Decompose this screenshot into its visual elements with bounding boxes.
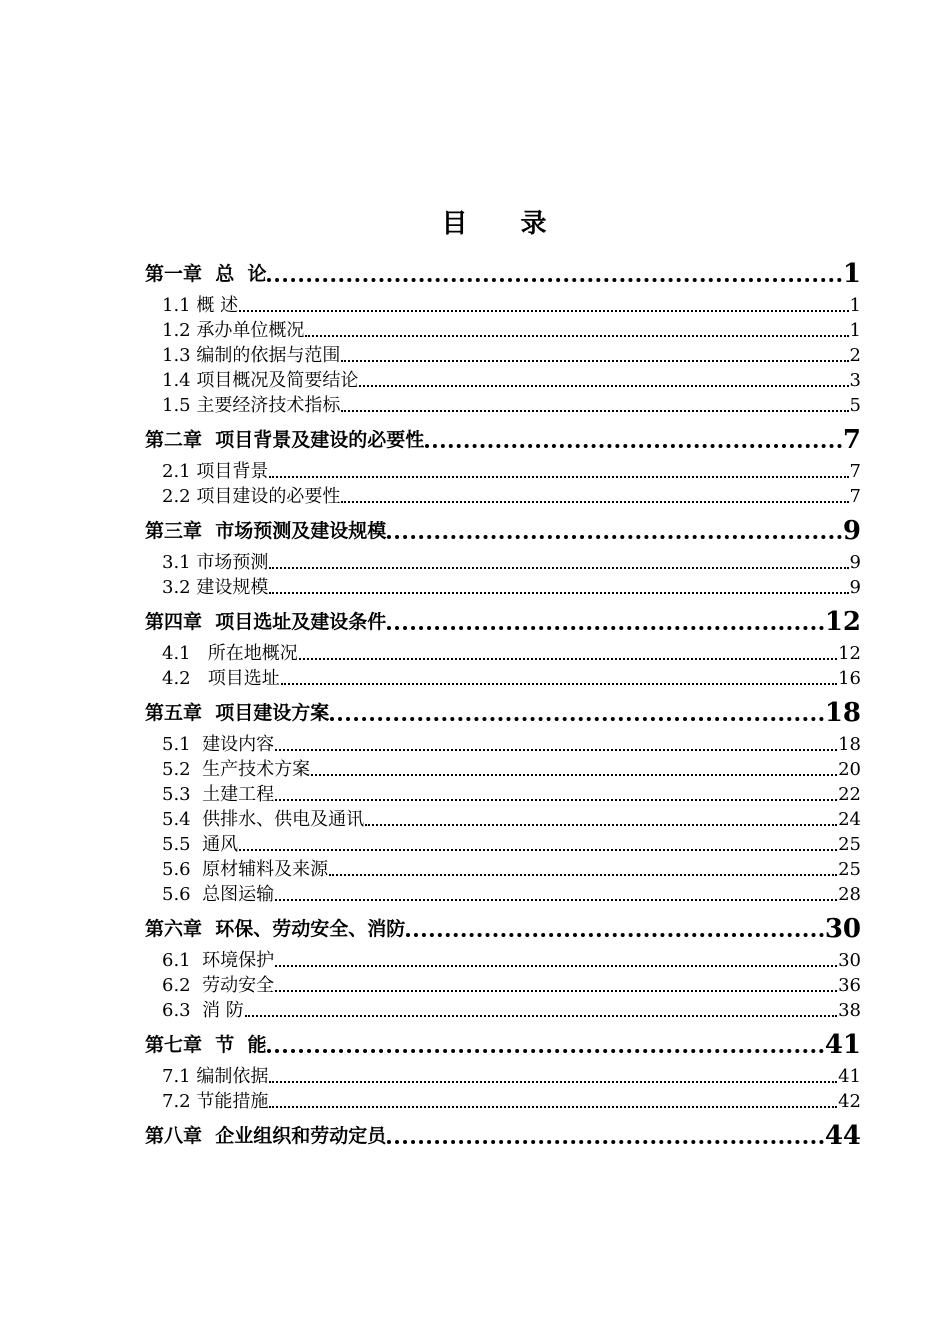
section-page-number: 9: [849, 577, 861, 598]
section-label: 5.1 建设内容: [162, 734, 275, 755]
section-page-number: 9: [849, 552, 861, 573]
dot-leader: [365, 824, 837, 826]
section-page-number: 1: [849, 320, 861, 341]
dot-leader: [269, 1081, 837, 1083]
dot-leader: [269, 567, 848, 569]
dot-leader: [387, 1140, 824, 1144]
section-label: 2.2 项目建设的必要性: [162, 486, 341, 507]
dot-leader: [341, 501, 848, 503]
section-label: 5.4 供排水、供电及通讯: [162, 809, 365, 830]
toc-section-entry[interactable]: [145, 575, 861, 600]
chapter-page-number: 9: [842, 516, 861, 546]
section-label: 5.5 通风: [162, 834, 239, 855]
section-label: 7.2 节能措施: [162, 1091, 269, 1112]
dot-leader: [275, 799, 837, 801]
toc-chapter-entry[interactable]: [145, 697, 861, 729]
toc-section-entry[interactable]: [145, 293, 861, 318]
section-page-number: 3: [849, 370, 861, 391]
dot-leader: [359, 385, 848, 387]
toc-section-entry[interactable]: [145, 757, 861, 782]
chapter-page-number: 30: [824, 914, 861, 944]
toc-section-entry[interactable]: [145, 484, 861, 509]
dot-leader: [275, 990, 837, 992]
dot-leader: [245, 1015, 837, 1017]
dot-leader: [406, 933, 824, 937]
section-page-number: 2: [849, 345, 861, 366]
dot-leader: [387, 626, 824, 630]
chapter-page-number: 18: [824, 698, 861, 728]
toc-chapter-entry[interactable]: [145, 1029, 861, 1061]
toc-section-entry[interactable]: [145, 368, 861, 393]
section-label: 3.2 建设规模: [162, 577, 269, 598]
toc-section-entry[interactable]: [145, 998, 861, 1023]
section-label: 1.5 主要经济技术指标: [162, 395, 341, 416]
dot-leader: [425, 444, 842, 448]
toc-section-entry[interactable]: [145, 807, 861, 832]
toc-section-entry[interactable]: [145, 550, 861, 575]
section-label: 6.2 劳动安全: [162, 975, 275, 996]
chapter-label: 第一章 总 论: [145, 263, 267, 285]
section-page-number: 28: [838, 884, 861, 905]
chapter-label: 第五章 项目建设方案: [145, 702, 330, 724]
section-label: 5.2 生产技术方案: [162, 759, 311, 780]
section-page-number: 22: [838, 784, 861, 805]
toc-section-entry[interactable]: [145, 318, 861, 343]
toc-section-entry[interactable]: [145, 782, 861, 807]
section-label: 5.6 总图运输: [162, 884, 275, 905]
section-label: 1.3 编制的依据与范围: [162, 345, 341, 366]
chapter-page-number: 12: [824, 607, 861, 637]
section-page-number: 16: [838, 668, 861, 689]
dot-leader: [341, 360, 848, 362]
section-label: 6.3 消 防: [162, 1000, 244, 1021]
chapter-label: 第六章 环保、劳动安全、消防: [145, 918, 406, 940]
toc-section-entry[interactable]: [145, 857, 861, 882]
dot-leader: [269, 476, 848, 478]
chapter-label: 第二章 项目背景及建设的必要性: [145, 429, 425, 451]
dot-leader: [387, 535, 842, 539]
section-label: 1.4 项目概况及简要结论: [162, 370, 359, 391]
chapter-label: 第四章 项目选址及建设条件: [145, 611, 387, 633]
section-label: 4.2 项目选址: [162, 668, 280, 689]
toc-section-entry[interactable]: [145, 641, 861, 666]
section-page-number: 24: [838, 809, 861, 830]
dot-leader: [269, 1106, 837, 1108]
section-label: 5.6 原材辅料及来源: [162, 859, 329, 880]
toc-section-entry[interactable]: [145, 882, 861, 907]
dot-leader: [329, 874, 837, 876]
table-of-contents: [145, 258, 861, 1152]
toc-section-entry[interactable]: [145, 1089, 861, 1114]
dot-leader: [275, 899, 837, 901]
section-label: 3.1 市场预测: [162, 552, 269, 573]
dot-leader: [267, 278, 841, 282]
section-label: 6.1 环境保护: [162, 950, 275, 971]
section-page-number: 30: [838, 950, 861, 971]
toc-title: 目 录: [441, 209, 569, 239]
section-label: 1.2 承办单位概况: [162, 320, 305, 341]
section-page-number: 41: [838, 1066, 861, 1087]
dot-leader: [275, 749, 837, 751]
toc-section-entry[interactable]: [145, 832, 861, 857]
toc-section-entry[interactable]: [145, 1064, 861, 1089]
section-page-number: 18: [838, 734, 861, 755]
toc-section-entry[interactable]: [145, 948, 861, 973]
section-page-number: 25: [838, 834, 861, 855]
section-page-number: 12: [838, 643, 861, 664]
section-page-number: 1: [849, 295, 861, 316]
dot-leader: [305, 335, 848, 337]
toc-chapter-entry[interactable]: [145, 913, 861, 945]
toc-chapter-entry[interactable]: [145, 515, 861, 547]
toc-chapter-entry[interactable]: [145, 424, 861, 456]
toc-chapter-entry[interactable]: [145, 258, 861, 290]
chapter-page-number: 1: [842, 259, 861, 289]
dot-leader: [269, 592, 848, 594]
dot-leader: [311, 774, 837, 776]
chapter-page-number: 44: [824, 1121, 861, 1151]
toc-section-entry[interactable]: [145, 459, 861, 484]
dot-leader: [239, 849, 837, 851]
section-page-number: 42: [838, 1091, 861, 1112]
section-page-number: 7: [849, 486, 861, 507]
chapter-label: 第七章 节 能: [145, 1034, 267, 1056]
chapter-label: 第八章 企业组织和劳动定员: [145, 1125, 387, 1147]
dot-leader: [239, 310, 848, 312]
toc-section-entry[interactable]: [145, 343, 861, 368]
toc-section-entry[interactable]: [145, 732, 861, 757]
toc-section-entry[interactable]: [145, 973, 861, 998]
section-label: 4.1 所在地概况: [162, 643, 298, 664]
dot-leader: [299, 658, 837, 660]
dot-leader: [275, 965, 837, 967]
section-page-number: 25: [838, 859, 861, 880]
section-label: 2.1 项目背景: [162, 461, 269, 482]
chapter-page-number: 41: [824, 1030, 861, 1060]
section-label: 7.1 编制依据: [162, 1066, 269, 1087]
section-page-number: 20: [838, 759, 861, 780]
section-page-number: 7: [849, 461, 861, 482]
toc-section-entry[interactable]: [145, 393, 861, 418]
dot-leader: [281, 683, 837, 685]
toc-chapter-entry[interactable]: [145, 606, 861, 638]
dot-leader: [341, 410, 848, 412]
section-label: 1.1 概 述: [162, 295, 239, 316]
dot-leader: [267, 1049, 823, 1053]
toc-chapter-entry[interactable]: [145, 1120, 861, 1152]
chapter-label: 第三章 市场预测及建设规模: [145, 520, 387, 542]
section-label: 5.3 土建工程: [162, 784, 275, 805]
dot-leader: [330, 717, 824, 721]
section-page-number: 38: [838, 1000, 861, 1021]
section-page-number: 36: [838, 975, 861, 996]
section-page-number: 5: [849, 395, 861, 416]
chapter-page-number: 7: [842, 425, 861, 455]
toc-section-entry[interactable]: [145, 666, 861, 691]
